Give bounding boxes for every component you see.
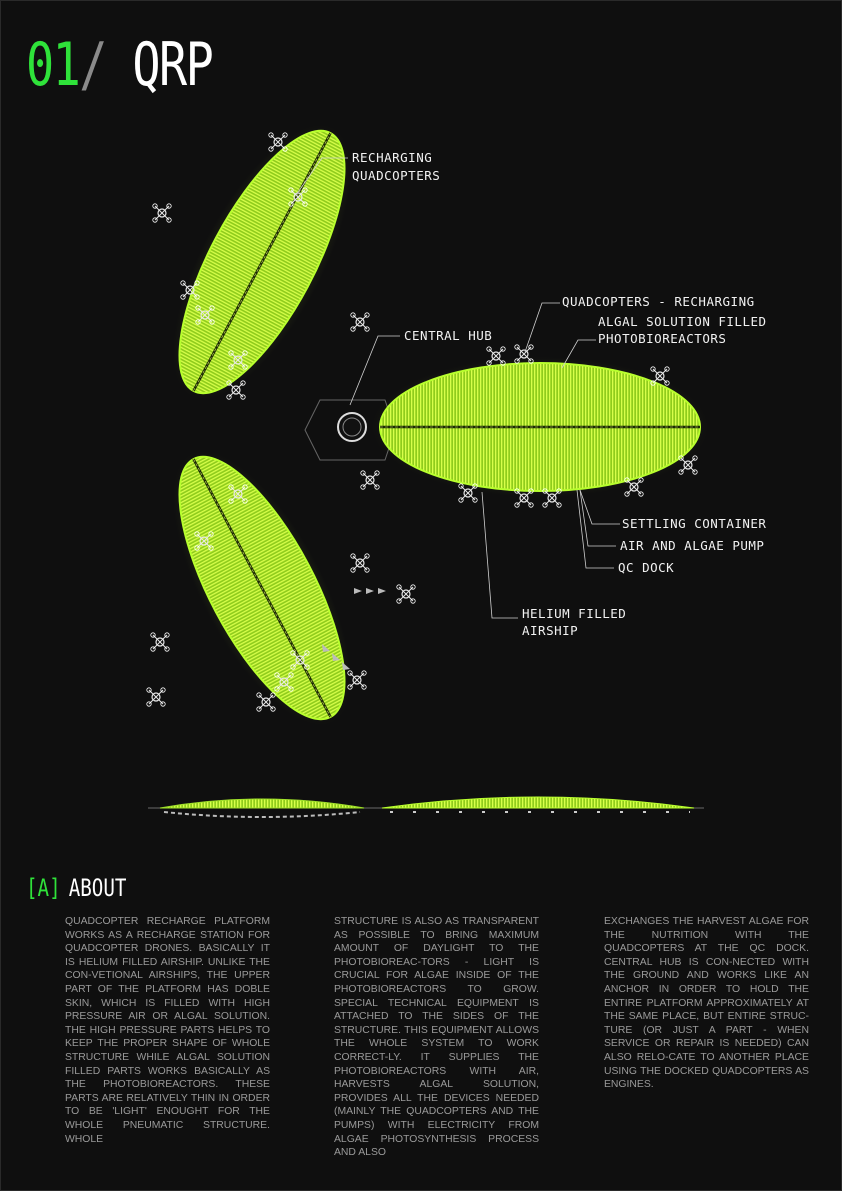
about-column-2: STRUCTURE IS ALSO AS TRANSPARENT AS POSSIBLE TO BRING MAXIMUM AMOUNT OF DAYLIGHT TO THE PHOTOBIOREAC-TORS - LIGHT IS CRUCIAL FOR ALGAE INSIDE OF THE PHOTOBIOREACTORS TO GROW. SPECIAL TECHNICAL EQUIPMENT IS ATTACHED TO THE SIDES OF THE STRUCTURE. THIS EQUIPMENT ALLOWS THE WHOLE SYSTEM TO WORK CORRECT-LY. IT SUPPLIES THE PHOTOBIOREACTORS WITH AIR, HARVESTS ALGAL SOLUTION, PROVIDES ALL THE DEVICES NEEDED (MAINLY THE QUADCOPTERS AND THE PUMPS) WITH ELECTRICITY FROM ALGAE PHOTOSYNTHESIS PROCESS AND ALSO bbox=[334, 916, 539, 1159]
svg-text:QUADCOPTERS bbox=[352, 168, 440, 183]
about-section-heading bbox=[26, 874, 126, 902]
platform-diagram bbox=[0, 100, 842, 840]
svg-text:RECHARGING bbox=[352, 150, 432, 165]
label-algal-solution-2: PHOTOBIOREACTORS bbox=[598, 331, 727, 346]
title-number: 01 bbox=[26, 30, 80, 100]
airship-pod-upper-left bbox=[138, 100, 387, 424]
side-elevation bbox=[148, 797, 704, 817]
label-central-hub: CENTRAL HUB bbox=[404, 328, 493, 343]
label-settling-container: SETTLING CONTAINER bbox=[622, 516, 767, 531]
label-qc-dock: QC DOCK bbox=[618, 560, 675, 575]
about-column-1: QUADCOPTER RECHARGE PLATFORM WORKS AS A RECHARGE STATION FOR QUADCOPTER DRONES. BASICALLY IT IS HELIUM FILLED AIRSHIP. UNLIKE THE CON-VETIONAL AIRSHIPS, THE UPPER PART OF THE PLATFORM HAS DOBLE SKIN, WHICH IS FILLED WITH HIGH PRESSURE AIR OR ALGAL SOLUTION. THE HIGH PRESSURE PARTS HELPS TO KEEP THE PROPER SHAPE OF WHOLE STRUCTURE WHILE ALGAL SOLUTION FILLED PARTS WORKS BASICALLY AS THE PHOTOBIOREACTORS. THESE PARTS ARE RELATIVELY THIN IN ORDER TO BE 'LIGHT' ENOUGHT FOR THE WHOLE PNEUMATIC STRUCTURE. WHOLE bbox=[65, 916, 270, 1145]
label-air-algae-pump: AIR AND ALGAE PUMP bbox=[620, 538, 765, 553]
label-helium-airship-2: AIRSHIP bbox=[522, 623, 579, 638]
label-helium-airship-1: HELIUM FILLED bbox=[522, 606, 627, 621]
about-key: [A] bbox=[26, 874, 61, 902]
label-recharging-quadcopters-1: RECHARGING bbox=[352, 150, 433, 165]
page-title bbox=[26, 32, 212, 98]
about-heading: ABOUT bbox=[68, 874, 127, 902]
about-column-3: EXCHANGES THE HARVEST ALGAE FOR THE NUTRITION WITH THE QUADCOPTERS AT THE QC DOCK. CENTRAL HUB IS CON-NECTED WITH THE GROUND AND WORKS LIKE AN ANCHOR IN ORDER TO HOLD THE ENTIRE PLATFORM APPROXIMATELY AT THE SAME PLACE, BUT ENTIRE STRUC-TURE (OR JUST A PART - WHEN SERVICE OR REPAIR IS NEEDED) CAN ALSO RELO-CATE TO ANOTHER PLACE USING THE DOCKED QUADCOPTERS AS ENGINES. bbox=[604, 916, 809, 1091]
label-recharging-quadcopters-2: QUADCOPTERS bbox=[352, 168, 441, 183]
label-quadcopters-recharging: QUADCOPTERS - RECHARGING bbox=[562, 294, 755, 309]
central-hub-ring bbox=[338, 413, 366, 441]
title-name: QRP bbox=[132, 30, 213, 100]
label-algal-solution-1: ALGAL SOLUTION FILLED bbox=[598, 314, 767, 329]
title-slash: / bbox=[79, 30, 106, 100]
